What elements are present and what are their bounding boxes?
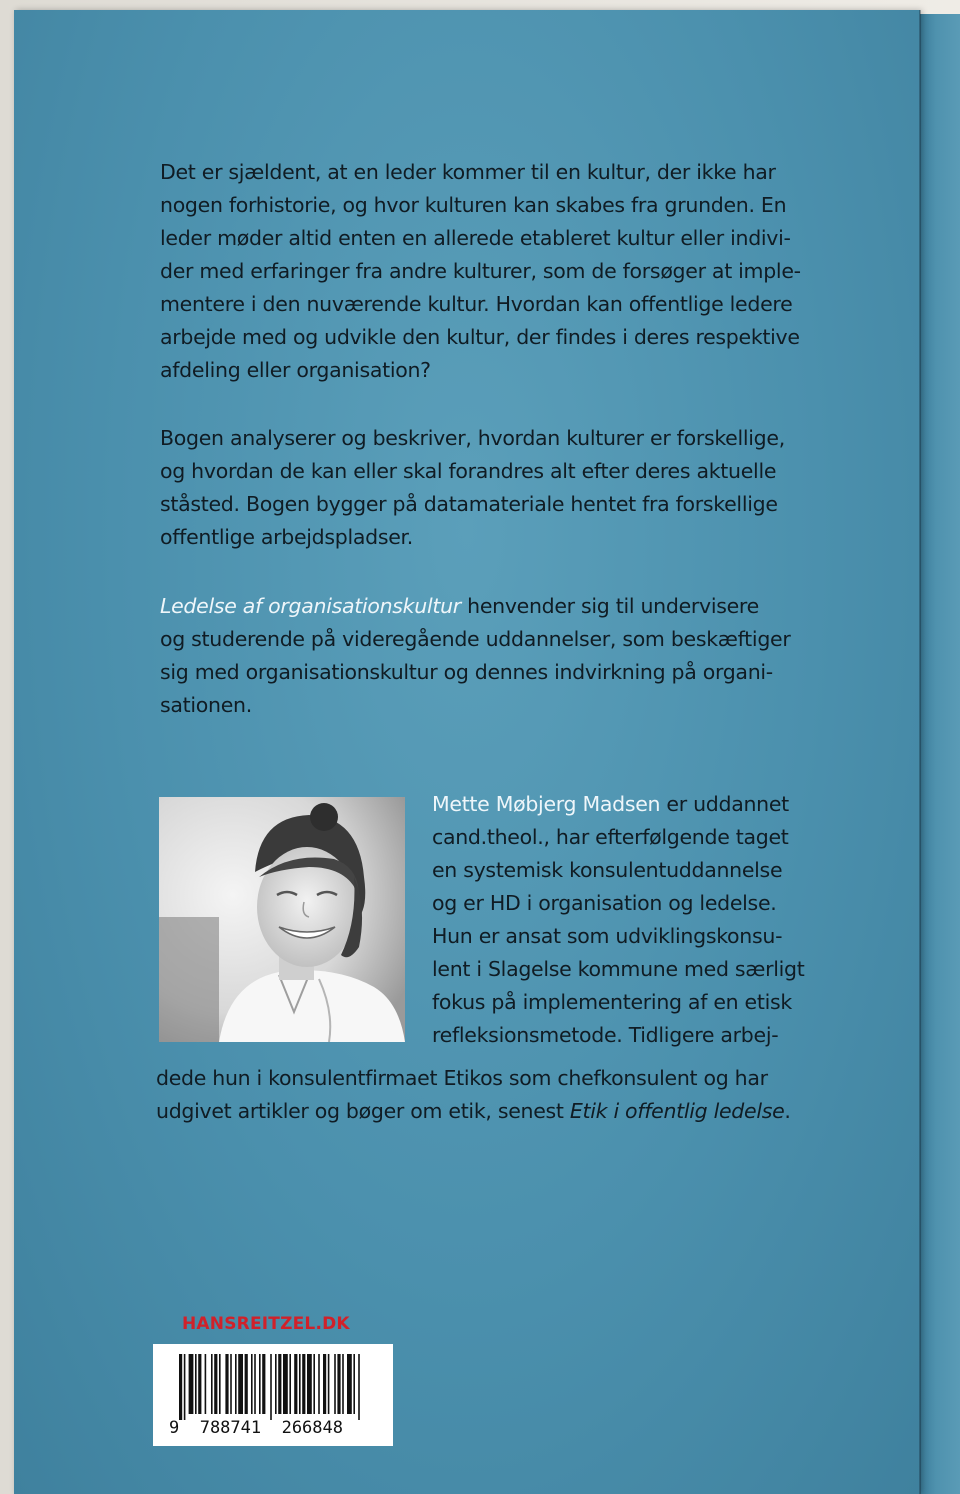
paragraph-intro — [160, 156, 801, 387]
text-line: sig med organisationskultur og dennes indvirkning på organi- — [160, 660, 773, 684]
text-line: sationen. — [160, 693, 252, 717]
text-line: offentlige arbejdspladser. — [160, 525, 413, 549]
barcode-bar — [211, 1354, 213, 1414]
author-name: Mette Møbjerg Madsen — [432, 792, 661, 816]
barcode-bar — [318, 1354, 320, 1414]
text-fragment: . — [784, 1099, 791, 1123]
text-line: arbejde med og udvikle den kultur, der findes i deres respektive — [160, 325, 800, 349]
barcode-bar — [251, 1354, 253, 1414]
barcode-bar — [219, 1354, 221, 1414]
barcode-bar — [184, 1354, 186, 1420]
paragraph-audience — [160, 590, 790, 722]
barcode-bar — [262, 1354, 265, 1414]
text-line: mentere i den nuværende kultur. Hvordan kan offentlige ledere — [160, 292, 793, 316]
barcode-bar — [313, 1354, 315, 1414]
text-line: en systemisk konsulentuddannelse — [432, 858, 783, 882]
text-line: dede hun i konsulentfirmaet Etikos som chefkonsulent og har — [156, 1066, 768, 1090]
text-line: der med erfaringer fra andre kulturer, som de forsøger at imple- — [160, 259, 801, 283]
barcode-bar — [245, 1354, 248, 1414]
text-line: Det er sjældent, at en leder kommer til en kultur, der ikke har — [160, 160, 776, 184]
text-line: Hun er ansat som udviklingskonsu- — [432, 924, 783, 948]
barcode-bar — [195, 1354, 197, 1414]
text-line: og hvordan de kan eller skal forandres alt efter deres aktuelle — [160, 459, 777, 483]
text-line — [160, 590, 790, 623]
text-line — [156, 1095, 791, 1128]
barcode-bar — [179, 1354, 182, 1420]
text-line: fokus på implementering af en etisk — [432, 990, 792, 1014]
text-line: og studerende på videregående uddannelser, som beskæftiger — [160, 627, 791, 651]
barcode-bar — [275, 1354, 277, 1414]
barcode-bar — [358, 1354, 360, 1420]
book-title: Ledelse af organisationskultur — [160, 594, 461, 618]
author-bio-side — [432, 788, 805, 1052]
barcode-bar — [289, 1354, 291, 1414]
barcode-bar — [238, 1354, 243, 1414]
book-back-cover — [14, 10, 920, 1494]
barcode-bar — [347, 1354, 352, 1414]
barcode-digits: 9 788741 266848 — [169, 1418, 343, 1438]
barcode-bar — [205, 1354, 207, 1414]
barcode-bar — [230, 1354, 232, 1414]
text-fragment: henvender sig til undervisere — [460, 594, 759, 618]
text-line: og er HD i organisation og ledelse. — [432, 891, 777, 915]
author-portrait — [159, 797, 405, 1042]
book-spine-edge — [920, 14, 960, 1494]
author-photo — [159, 797, 405, 1042]
text-fragment: udgivet artikler og bøger om etik, senest — [156, 1099, 570, 1123]
text-line: Bogen analyserer og beskriver, hvordan kulturer er forskellige, — [160, 426, 785, 450]
barcode-bar — [299, 1354, 301, 1414]
barcode-bar — [259, 1354, 261, 1414]
barcode-bar — [323, 1354, 326, 1414]
barcode-bar — [302, 1354, 305, 1414]
author-bio-full — [156, 1062, 791, 1128]
barcode-bar — [278, 1354, 281, 1414]
barcode-bar — [342, 1354, 344, 1414]
text-line: leder møder altid enten en allerede etableret kultur eller indivi- — [160, 226, 791, 250]
barcode-bar — [225, 1354, 228, 1414]
barcode-bar — [198, 1354, 201, 1414]
text-line: cand.theol., har efterfølgende taget — [432, 825, 789, 849]
cover-spine-crease — [919, 10, 921, 1494]
barcode-bar — [353, 1354, 355, 1414]
text-line: lent i Slagelse kommune med særligt — [432, 957, 805, 981]
paragraph-book-analysis — [160, 422, 785, 554]
isbn-barcode — [153, 1344, 393, 1446]
text-line: nogen forhistorie, og hvor kulturen kan skabes fra grunden. En — [160, 193, 787, 217]
barcode-bar — [283, 1354, 288, 1414]
referenced-book-title: Etik i offentlig ledelse — [569, 1099, 785, 1123]
text-line: ståsted. Bogen bygger på datamateriale hentet fra forskellige — [160, 492, 778, 516]
text-line: refleksionsmetode. Tidligere arbej- — [432, 1023, 779, 1047]
publisher-url: HANSREITZEL.DK — [182, 1314, 350, 1334]
barcode-bar — [254, 1354, 256, 1414]
barcode-bar — [334, 1354, 336, 1414]
text-line: afdeling eller organisation? — [160, 358, 431, 382]
barcode-bar — [214, 1354, 217, 1414]
barcode-bar — [328, 1354, 330, 1414]
text-line — [432, 788, 805, 821]
barcode-bar — [337, 1354, 340, 1414]
barcode-bar — [189, 1354, 194, 1414]
barcode-bar — [307, 1354, 312, 1414]
barcode-bar — [235, 1354, 237, 1414]
barcode-bar — [270, 1354, 272, 1420]
barcode-bar — [294, 1354, 297, 1414]
text-fragment: er uddannet — [660, 792, 789, 816]
